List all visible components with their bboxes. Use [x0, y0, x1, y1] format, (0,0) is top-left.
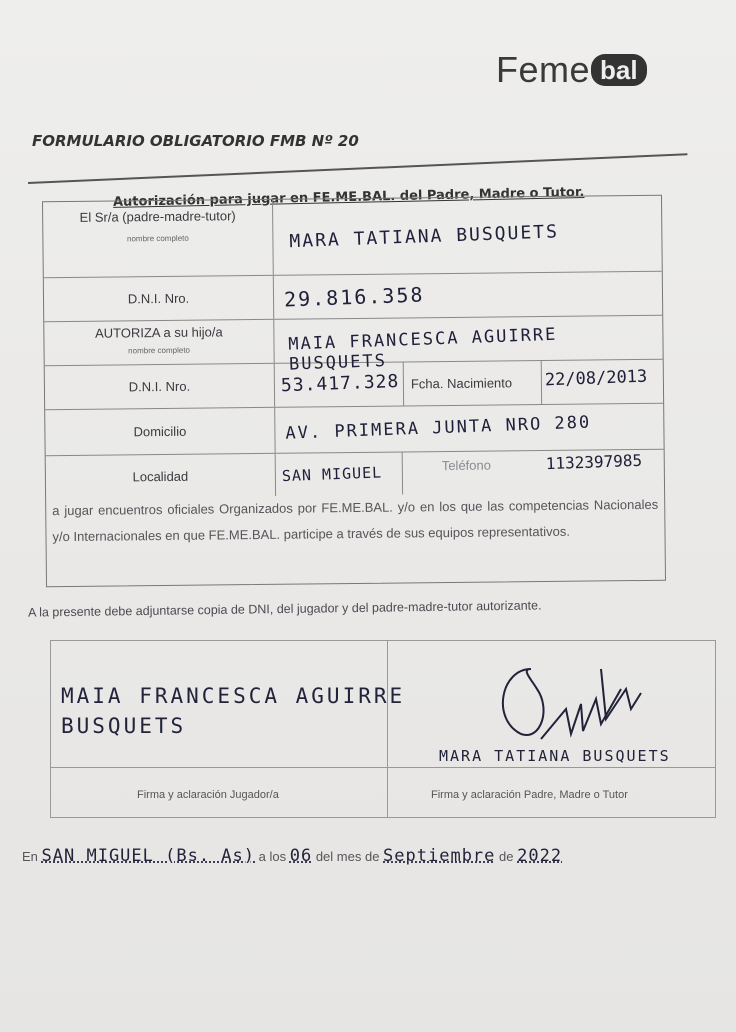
- phone-label: Teléfono: [441, 457, 492, 474]
- logo-text: Feme: [496, 49, 591, 90]
- footer-day: 06: [289, 846, 313, 866]
- parent-name-row: [43, 196, 662, 278]
- parent-dni-value: 29.816.358: [283, 282, 425, 312]
- birth-value: 22/08/2013: [544, 366, 648, 391]
- birth-label: Fcha. Nacimiento: [410, 375, 513, 392]
- address-label: Domicilio: [45, 408, 275, 455]
- player-signature-line2: BUSQUETS: [61, 714, 187, 738]
- footer-month: Septiembre: [383, 846, 496, 866]
- child-dni-value: 53.417.328: [280, 370, 400, 397]
- child-name-subnote: nombre completo: [128, 345, 191, 356]
- femebal-logo: [496, 44, 647, 96]
- form-title: FORMULARIO OBLIGATORIO FMB Nº 20: [32, 132, 359, 150]
- parent-name-label: El Sr/a (padre-madre-tutor): [79, 208, 236, 225]
- parent-dni-row: [44, 272, 662, 322]
- signature-box: [50, 640, 716, 818]
- parent-signature-scribble: [471, 649, 671, 759]
- parent-dni-label: D.N.I. Nro.: [44, 276, 274, 321]
- child-dni-label: D.N.I. Nro.: [45, 364, 275, 409]
- title-rule: [28, 153, 687, 184]
- phone-value: 1132397985: [545, 450, 643, 474]
- city-value: SAN MIGUEL: [281, 463, 383, 486]
- signature-baseline: [51, 767, 715, 768]
- child-name-label-cell: [44, 320, 274, 365]
- authorization-paragraph: a jugar encuentros oficiales Organizados por FE.ME.BAL. y/o en los que las competencias Nacionales y/o Internacionales en que FE.ME.BAL. participe a través de sus equipos representativos.: [52, 496, 659, 545]
- birth-divider: [403, 362, 404, 405]
- authorization-form: [42, 195, 666, 587]
- parent-signature-label: Firma y aclaración Padre, Madre o Tutor: [431, 789, 628, 801]
- footer-year: 2022: [517, 846, 563, 866]
- child-dni-row: [45, 360, 663, 410]
- form-subtitle: Autorización para jugar en FE.ME.BAL. del Padre, Madre o Tutor.: [112, 185, 585, 210]
- city-row: [46, 450, 664, 498]
- attachment-note: A la presente debe adjuntarse copia de DNI, del jugador y del padre-madre-tutor autorizante.: [27, 598, 542, 620]
- logo-pill: bal: [591, 54, 647, 86]
- parent-name-value: MARA TATIANA BUSQUETS: [289, 221, 560, 253]
- city-label: Localidad: [46, 454, 276, 498]
- address-value: AV. PRIMERA JUNTA NRO 280: [285, 412, 592, 444]
- child-name-value: MAIA FRANCESCA AGUIRRE BUSQUETS: [287, 324, 558, 375]
- player-signature-label: Firma y aclaración Jugador/a: [137, 789, 279, 801]
- footer-place: SAN MIGUEL (Bs. As): [41, 846, 255, 866]
- footer-de: de: [499, 849, 514, 864]
- child-name-label: AUTORIZA a su hijo/a: [94, 324, 223, 341]
- parent-signature-name: MARA TATIANA BUSQUETS: [439, 747, 671, 765]
- footer-en: En: [22, 849, 38, 864]
- phone-divider: [402, 452, 403, 494]
- footer-line: [22, 846, 562, 866]
- child-name-row: [44, 316, 662, 375]
- parent-name-label-cell: [43, 200, 274, 277]
- player-signature-line1: MAIA FRANCESCA AGUIRRE: [61, 684, 406, 708]
- birth-value-divider: [541, 361, 542, 404]
- footer-del-mes: del mes de: [315, 849, 380, 864]
- player-signature: [61, 681, 405, 741]
- footer-a-los: a los: [258, 849, 287, 864]
- parent-name-subnote: nombre completo: [126, 233, 189, 244]
- address-row: [45, 404, 663, 456]
